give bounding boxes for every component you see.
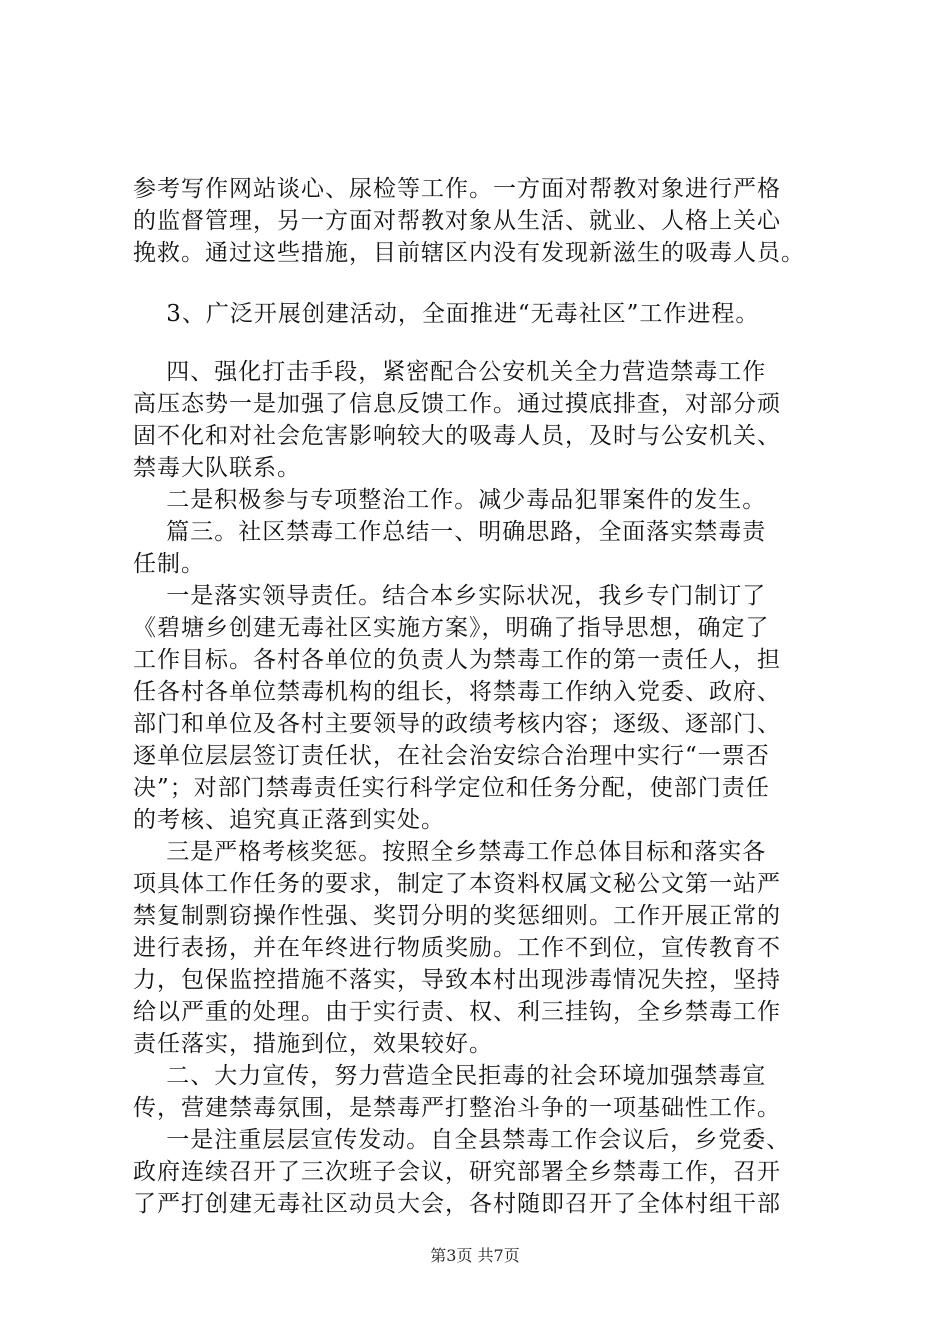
page-number-footer: 第3页 共7页 (430, 1246, 520, 1265)
paragraph-block-3: 四、强化打击手段，紧密配合公安机关全力营造禁毒工作 高压态势一是加强了信息反馈工作。通过摸底排查，对部分顽 固不化和对社会危害影响较大的吸毒人员，及时与公安机关、 禁毒大队联系。 二是积极参与专项整治工作。减少毒品犯罪案件的发生。 篇三。社区禁毒工作总结一、明确思路，全面落实禁毒责 任制。 一是落实领导责任。结合本乡实际状况，我乡专门制订了 《碧塘乡创建无毒社区实施方案》，明确了指导思想，确定了 工作目标。各村各单位的负责人为禁毒工作的第一责任人，担 任各村各单位禁毒机构的组长，将禁毒工作纳入党委、政府、 部门和单位及各村主要领导的政绩考核内容；逐级、逐部门、 逐单位层层签订责任状，在社会治安综合治理中实行“一票否 决”；对部门禁毒责任实行科学定位和任务分配，使部门责任 的考核、追究真正落到实处。 三是严格考核奖惩。按照全乡禁毒工作总体目标和落实各 项具体工作任务的要求，制定了本资料权属文秘公文第一站严 禁复制剽窃操作性强、奖罚分明的奖惩细则。工作开展正常的 进行表扬，并在年终进行物质奖励。工作不到位，宣传教育不 力，包保监控措施不落实，导致本村出现涉毒情况失控，坚持 给以严重的处理。由于实行责、权、利三挂钩，全乡禁毒工作 责任落实，措施到位，效果较好。 二、大力宣传，努力营造全民拒毒的社会环境加强禁毒宣 传，营建禁毒氛围，是禁毒严打整治斗争的一项基础性工作。 一是注重层层宣传发动。自全县禁毒工作会议后，乡党委、 政府连续召开了三次班子会议，研究部署全乡禁毒工作，召开 了严打创建无毒社区动员大会，各村随即召开了全体村组干部 (133, 359, 791, 1217)
paragraph-block-2: 3、广泛开展创建活动，全面推进“无毒社区”工作进程。 (133, 301, 760, 327)
paragraph-block-1: 参考写作网站谈心、尿检等工作。一方面对帮教对象进行严格 的监督管理，另一方面对帮教对象从生活、就业、人格上关心 挽救。通过这些措施，目前辖区内没有发现新滋生的吸毒人员。 (133, 176, 805, 266)
